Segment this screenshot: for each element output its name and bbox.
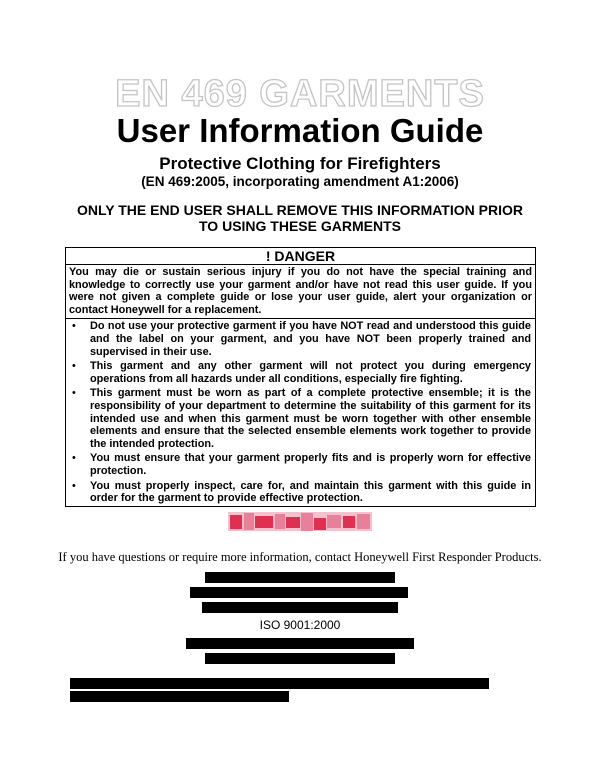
redacted-contact-line [205,653,395,664]
bullet-icon: • [72,320,76,333]
danger-list [66,319,535,505]
bullet-icon: • [72,387,76,400]
redacted-footer-line [70,691,289,702]
danger-box [65,247,536,507]
redacted-address-line [202,602,398,613]
danger-heading: ! DANGER [66,248,535,265]
page-subtitle: Protective Clothing for Firefighters [159,154,441,173]
bullet-icon: • [72,360,76,373]
category-heading: EN 469 GARMENTS [115,73,485,115]
danger-item-text: You must ensure that your garment properly fits and is properly worn for effective protection. [90,452,531,477]
removal-notice-line-2: TO USING THESE GARMENTS [199,218,401,234]
company-logo [228,509,372,534]
redacted-contact-line [186,638,414,649]
danger-item-text: You must properly inspect, care for, and maintain this garment with this guide in order for the garment to provide effective protection. [90,479,531,505]
redacted-address-line [205,572,395,583]
danger-item [66,386,535,451]
danger-item [66,359,535,386]
removal-notice-line-1: ONLY THE END USER SHALL REMOVE THIS INFORMATION PRIOR [77,202,523,218]
danger-intro: You may die or sustain serious injury if you do not have the special training and knowledge to correctly use your garment and/or have not read this user guide. If you were not given a complete guide or lose your user guide, alert your organization or contact Honeywell for a replacement. [66,265,535,319]
bullet-icon: • [72,479,76,492]
removal-notice [60,202,540,234]
danger-item [66,451,535,478]
danger-item-text: Do not use your protective garment if you have NOT read and understood this guide and the label on your garment, and you have NOT been properly trained and supervised in their use. [90,320,531,358]
redacted-footer-line [70,678,489,689]
danger-item [66,319,535,359]
page-title: User Information Guide [116,112,484,149]
danger-item-text: This garment and any other garment will not protect you during emergency operations from all hazards under all conditions, especially fire fighting. [90,360,531,385]
danger-item [66,479,535,506]
standard-reference: (EN 469:2005, incorporating amendment A1:2006) [141,174,459,189]
danger-item-text: This garment must be worn as part of a complete protective ensemble; it is the responsibility of your department to determine the suitability of this garment for its intended use and when this garment must be worn together with other ensemble elements and ensure that the selected ensemble elements work together to provide the intended protection. [90,387,531,450]
certification-text: ISO 9001:2000 [259,618,341,632]
bullet-icon: • [72,452,76,465]
contact-line: If you have questions or require more information, contact Honeywell First Responder Products. [58,550,542,564]
redacted-address-line [190,587,408,598]
